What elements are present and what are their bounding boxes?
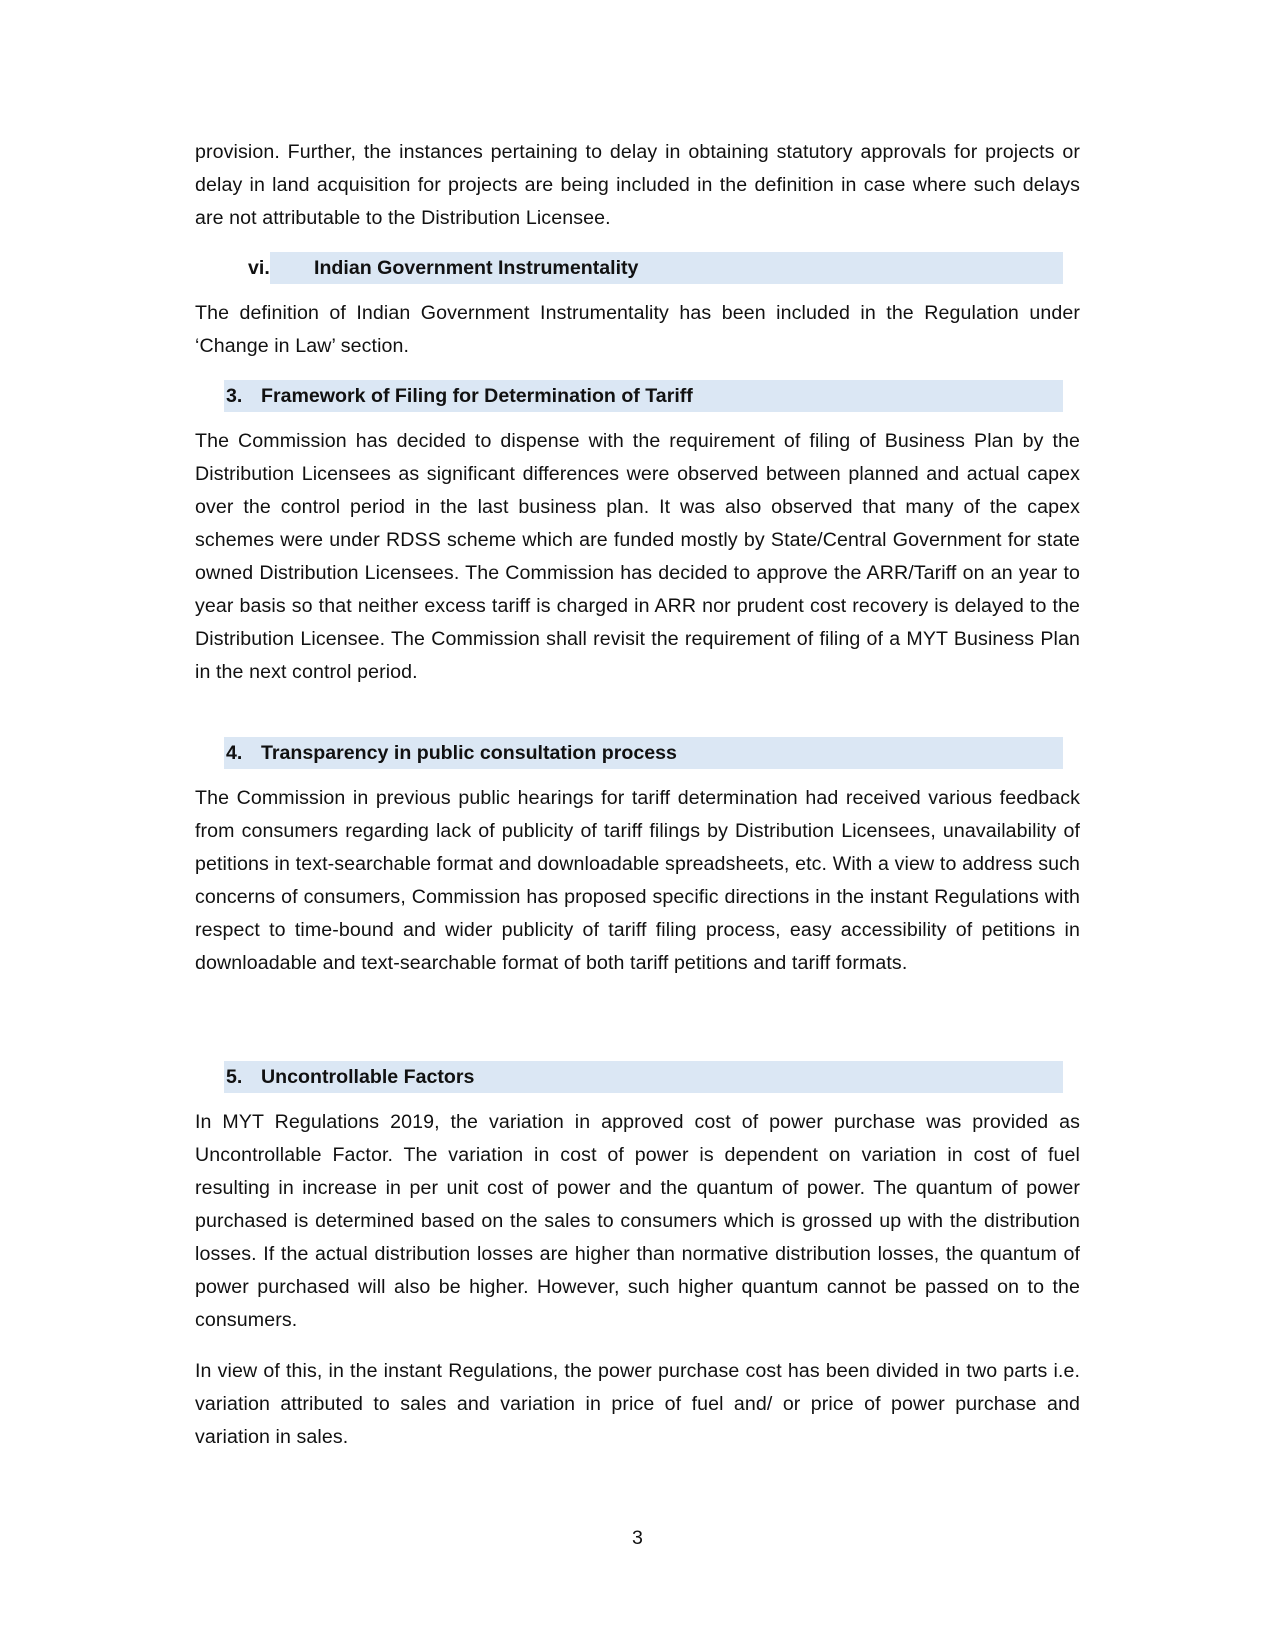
uncontrollable-paragraph-2: In view of this, in the instant Regulations, the power purchase cost has been divided in two parts i.e. variation attributed to sales and variation in price of fuel and/ or price of power purchase and variation in sales. — [195, 1360, 1080, 1448]
heading-4-title: Transparency in public consultation process — [261, 742, 677, 764]
uncontrollable-paragraph-1: In MYT Regulations 2019, the variation in approved cost of power purchase was provided as Uncontrollable Factor. The variation in cost of power is dependent on variation in cost of fuel resulting in increase in per unit cost of power and the quantum of power. The quantum of power purchased is determined based on the sales to consumers which is grossed up with the distribution losses. If the actual distribution losses are higher than normative distribution losses, the quantum of power purchased will also be higher. However, such higher quantum cannot be passed on to the consumers. — [195, 1111, 1080, 1331]
heading-vi-title: Indian Government Instrumentality — [314, 257, 639, 279]
heading-5-title: Uncontrollable Factors — [261, 1066, 475, 1088]
heading-3-title: Framework of Filing for Determination of Tariff — [261, 385, 693, 407]
intro-paragraph: provision. Further, the instances pertaining to delay in obtaining statutory approvals for projects or delay in land acquisition for projects are being included in the definition in case where such delays are not attributable to the Distribution Licensee. — [195, 141, 1080, 229]
indian-gov-paragraph: The definition of Indian Government Instrumentality has been included in the Regulation under ‘Change in Law’ section. — [195, 302, 1080, 357]
heading-4-number: 4. — [226, 742, 243, 764]
transparency-paragraph: The Commission in previous public hearings for tariff determination had received various feedback from consumers regarding lack of publicity of tariff filings by Distribution Licensees, unavailability of petitions in text-searchable format and downloadable spreadsheets, etc. With a view to address such concerns of consumers, Commission has proposed specific directions in the instant Regulations with respect to time-bound and wider publicity of tariff filing process, easy accessibility of petitions in downloadable and text-searchable format of both tariff petitions and tariff formats. — [195, 787, 1080, 974]
framework-paragraph: The Commission has decided to dispense with the requirement of filing of Business Plan by the Distribution Licensees as significant differences were observed between planned and actual capex over the control period in the last business plan. It was also observed that many of the capex schemes were under RDSS scheme which are funded mostly by State/Central Government for state owned Distribution Licensees. The Commission has decided to approve the ARR/Tariff on an year to year basis so that neither excess tariff is charged in ARR nor prudent cost recovery is delayed to the Distribution Licensee. The Commission shall revisit the requirement of filing of a MYT Business Plan in the next control period. — [195, 430, 1080, 683]
page-number: 3 — [632, 1527, 643, 1549]
heading-3-number: 3. — [226, 385, 243, 407]
heading-5-number: 5. — [226, 1066, 243, 1088]
heading-vi-number: vi. — [248, 257, 270, 279]
